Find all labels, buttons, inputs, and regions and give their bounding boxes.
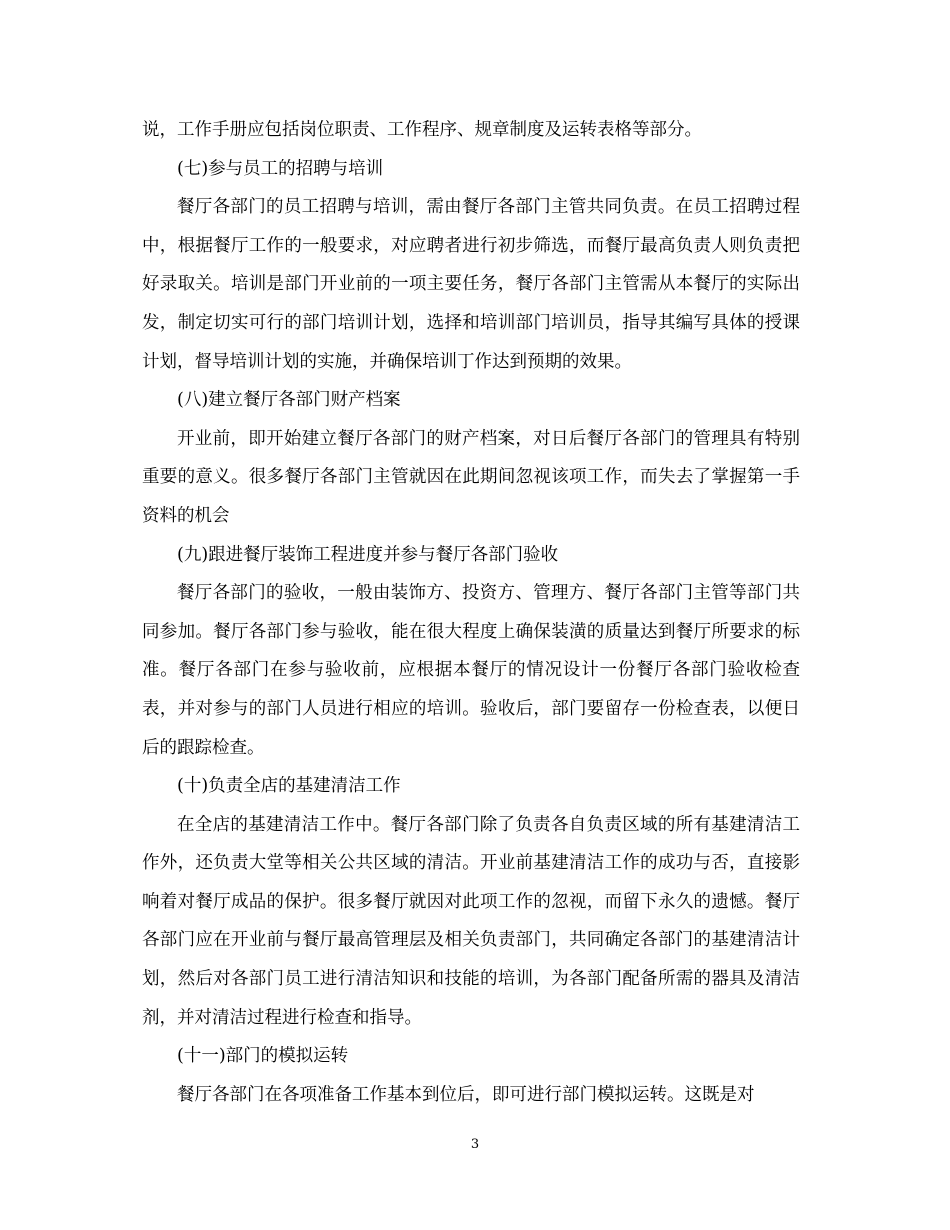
paragraph-cleaning: 在全店的基建清洁工作中。餐厅各部门除了负责各自负责区域的所有基建清洁工作外，还负责大堂等相关公共区域的清洁。开业前基建清洁工作的成功与否，直接影响着对餐厅成品的保护。很多餐厅就因对此项工作的忽视，而留下永久的遗憾。餐厅各部门应在开业前与餐厅最高管理层及相关负责部门，共同确定各部门的基建清洁计划，然后对各部门员工进行清洁知识和技能的培训，为各部门配备所需的器具及清洁剂，并对清洁过程进行检查和指导。 [142,814,800,1028]
paragraph-property-archive: 开业前，即开始建立餐厅各部门的财产档案，对日后餐厅各部门的管理具有特别重要的意义。很多餐厅各部门主管就因在此期间忽视该项工作，而失去了掌握第一手资料的机会 [142,428,800,526]
page-number: 3 [470,1137,480,1152]
paragraph-recruitment-training: 餐厅各部门的员工招聘与培训，需由餐厅各部门主管共同负责。在员工招聘过程中，根据餐厅工作的一般要求，对应聘者进行初步筛选，而餐厅最高负责人则负责把好录取关。培训是部门开业前的一项主要任务，餐厅各部门主管需从本餐厅的实际出发，制定切实可行的部门培训计划，选择和培训部门培训员，指导其编写具体的授课计划，督导培训计划的实施，并确保培训丁作达到预期的效果。 [142,197,800,372]
section-heading-8: (八)建立餐厅各部门财产档案 [177,390,401,411]
page-body [142,111,800,1114]
section-heading-7: (七)参与员工的招聘与培训 [177,158,384,179]
section-heading-11: (十一)部门的模拟运转 [177,1046,349,1067]
paragraph-acceptance: 餐厅各部门的验收，一般由装饰方、投资方、管理方、餐厅各部门主管等部门共同参加。餐厅各部门参与验收，能在很大程度上确保装潢的质量达到餐厅所要求的标准。餐厅各部门在参与验收前，应根据本餐厅的情况设计一份餐厅各部门验收检查表，并对参与的部门人员进行相应的培训。验收后，部门要留存一份检查表，以便日后的跟踪检查。 [142,583,800,758]
paragraph-continuation: 说，工作手册应包括岗位职责、工作程序、规章制度及运转表格等部分。 [142,120,702,140]
section-heading-10: (十)负责全店的基建清洁工作 [177,776,401,797]
paragraph-simulation: 餐厅各部门在各项准备工作基本到位后，即可进行部门模拟运转。这既是对 [177,1084,755,1105]
section-heading-9: (九)跟进餐厅装饰工程进度并参与餐厅各部门验收 [177,544,559,565]
